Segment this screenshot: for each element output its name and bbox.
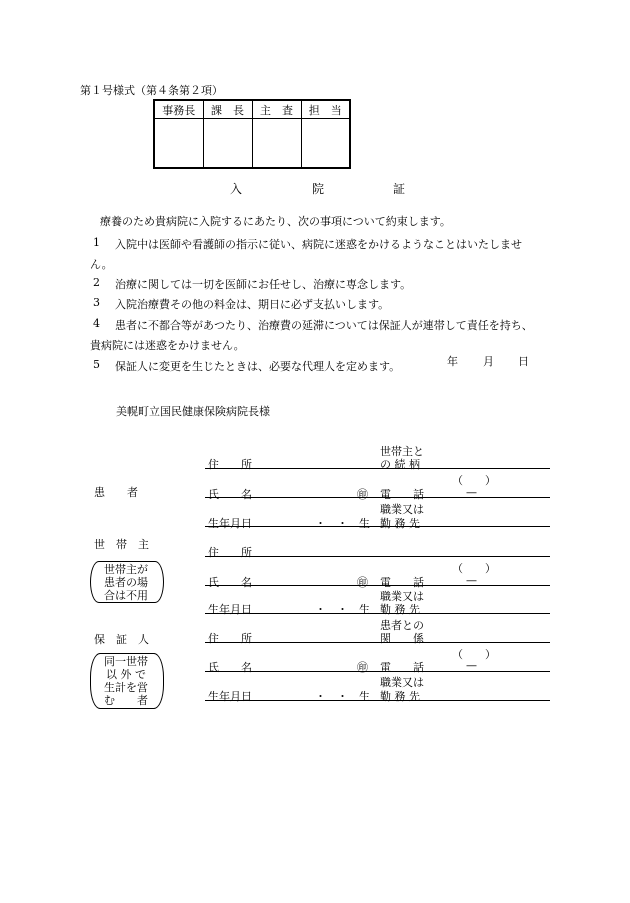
- head-occupation-label-2: 勤 務 先: [380, 603, 420, 616]
- guarantor-occupation-label-2: 勤 務 先: [380, 690, 420, 703]
- patient-phone-dash: —: [466, 486, 477, 499]
- clause-2-number: 2: [93, 276, 100, 289]
- form-id: 第１号様式（第４条第２項）: [80, 84, 223, 97]
- head-note-line-2: 患者の場: [104, 576, 148, 589]
- intro-text: 療養のため貴病院に入院するにあたり、次の事項について約束します。: [100, 215, 451, 228]
- stamp-box-staff[interactable]: [301, 119, 350, 169]
- head-group-label: 世 帯 主: [94, 538, 149, 551]
- patient-occupation-label-2: 勤 務 先: [380, 517, 420, 530]
- patient-name-label: 氏 名: [208, 488, 252, 501]
- patient-phone-paren: （ ）: [452, 474, 496, 487]
- guarantor-dob-line[interactable]: [205, 700, 550, 701]
- patient-group-label: 患 者: [94, 486, 138, 499]
- approval-stamp-table: [153, 99, 351, 169]
- clause-5-number: 5: [93, 358, 100, 371]
- clause-1-number: 1: [93, 236, 100, 249]
- stamp-box-section-chief[interactable]: [203, 119, 252, 169]
- clause-2-text: 治療に関しては一切を医師にお任せし、治療に専念します。: [115, 278, 412, 291]
- relation-to-head-label-2: の 続 柄: [380, 458, 420, 471]
- clause-3-text: 入院治療費その他の料金は、期日に必ず支払いします。: [115, 298, 390, 311]
- head-note: [96, 563, 156, 602]
- head-seal-mark: ㊞: [357, 576, 368, 589]
- guarantor-name-line[interactable]: [205, 671, 550, 672]
- head-name-line[interactable]: [205, 585, 550, 586]
- guarantor-note-line-4: む 者: [104, 694, 148, 707]
- title-char-2: 院: [312, 182, 325, 196]
- patient-dob-label: 生年月日: [208, 517, 252, 530]
- guarantor-note-line-1: 同一世帯: [104, 655, 148, 668]
- guarantor-seal-mark: ㊞: [357, 661, 368, 674]
- patient-name-line[interactable]: [205, 497, 550, 498]
- guarantor-occupation-label-1: 職業又は: [380, 676, 424, 689]
- head-dob-line[interactable]: [205, 613, 550, 614]
- title-char-3: 証: [393, 182, 406, 196]
- stamp-header-staff: 担 当: [301, 100, 350, 119]
- guarantor-note-line-3: 生計を営: [104, 681, 148, 694]
- head-phone-dash: —: [466, 574, 477, 587]
- clause-1-continued: ん。: [90, 258, 113, 271]
- patient-phone-label: 電 話: [380, 488, 424, 501]
- patient-address-line[interactable]: [205, 468, 550, 469]
- clause-1-text: 入院中は医師や看護師の指示に従い、病院に迷惑をかけるようなことはいたしませ: [115, 238, 522, 251]
- guarantor-note-line-2: 以 外 で: [106, 668, 146, 681]
- patient-dob-line[interactable]: [205, 526, 550, 527]
- head-note-line-1: 世帯主が: [104, 563, 148, 576]
- clause-5-text: 保証人に変更を生じたときは、必要な代理人を定めます。: [115, 360, 401, 373]
- guarantor-phone-paren: （ ）: [452, 648, 496, 661]
- relation-to-patient-label-1: 患者との: [380, 619, 424, 632]
- stamp-box-director[interactable]: [154, 119, 203, 169]
- stamp-header-section-chief: 課 長: [203, 100, 252, 119]
- patient-dob-dots: ・ ・ 生: [315, 517, 370, 530]
- head-dob-label: 生年月日: [208, 603, 252, 616]
- guarantor-address-line[interactable]: [205, 642, 550, 643]
- guarantor-phone-dash: —: [466, 659, 477, 672]
- clause-4-continued: 貴病院には迷惑をかけません。: [90, 339, 245, 352]
- patient-address-label: 住 所: [208, 458, 252, 471]
- date-day-label: 日: [518, 355, 529, 368]
- stamp-header-inspector: 主 査: [252, 100, 301, 119]
- head-phone-paren: （ ）: [452, 562, 496, 575]
- guarantor-dob-label: 生年月日: [208, 690, 252, 703]
- clause-4-number: 4: [93, 317, 100, 330]
- guarantor-name-label: 氏 名: [208, 661, 252, 674]
- head-dob-dots: ・ ・ 生: [315, 603, 370, 616]
- guarantor-phone-label: 電 話: [380, 661, 424, 674]
- head-address-label: 住 所: [208, 546, 252, 559]
- clause-4-text: 患者に不都合等があつたり、治療費の延滞については保証人が連帯して責任を持ち、: [115, 319, 533, 332]
- head-name-label: 氏 名: [208, 576, 252, 589]
- stamp-box-inspector[interactable]: [252, 119, 301, 169]
- stamp-header-director: 事務長: [154, 100, 203, 119]
- head-note-line-3: 合は不用: [104, 589, 148, 602]
- date-month-label: 月: [483, 355, 494, 368]
- patient-occupation-label-1: 職業又は: [380, 503, 424, 516]
- head-phone-label: 電 話: [380, 576, 424, 589]
- addressee: 美幌町立国民健康保険病院長様: [116, 405, 270, 418]
- guarantor-dob-dots: ・ ・ 生: [315, 690, 370, 703]
- head-address-line[interactable]: [205, 556, 550, 557]
- guarantor-group-label: 保 証 人: [94, 633, 149, 646]
- relation-to-head-label-1: 世帯主と: [380, 445, 424, 458]
- title-char-1: 入: [230, 182, 243, 196]
- head-occupation-label-1: 職業又は: [380, 590, 424, 603]
- clause-3-number: 3: [93, 296, 100, 309]
- patient-seal-mark: ㊞: [357, 488, 368, 501]
- relation-to-patient-label-2: 関 係: [380, 632, 424, 645]
- date-year-label: 年: [447, 355, 458, 368]
- guarantor-note: [96, 655, 156, 707]
- guarantor-address-label: 住 所: [208, 632, 252, 645]
